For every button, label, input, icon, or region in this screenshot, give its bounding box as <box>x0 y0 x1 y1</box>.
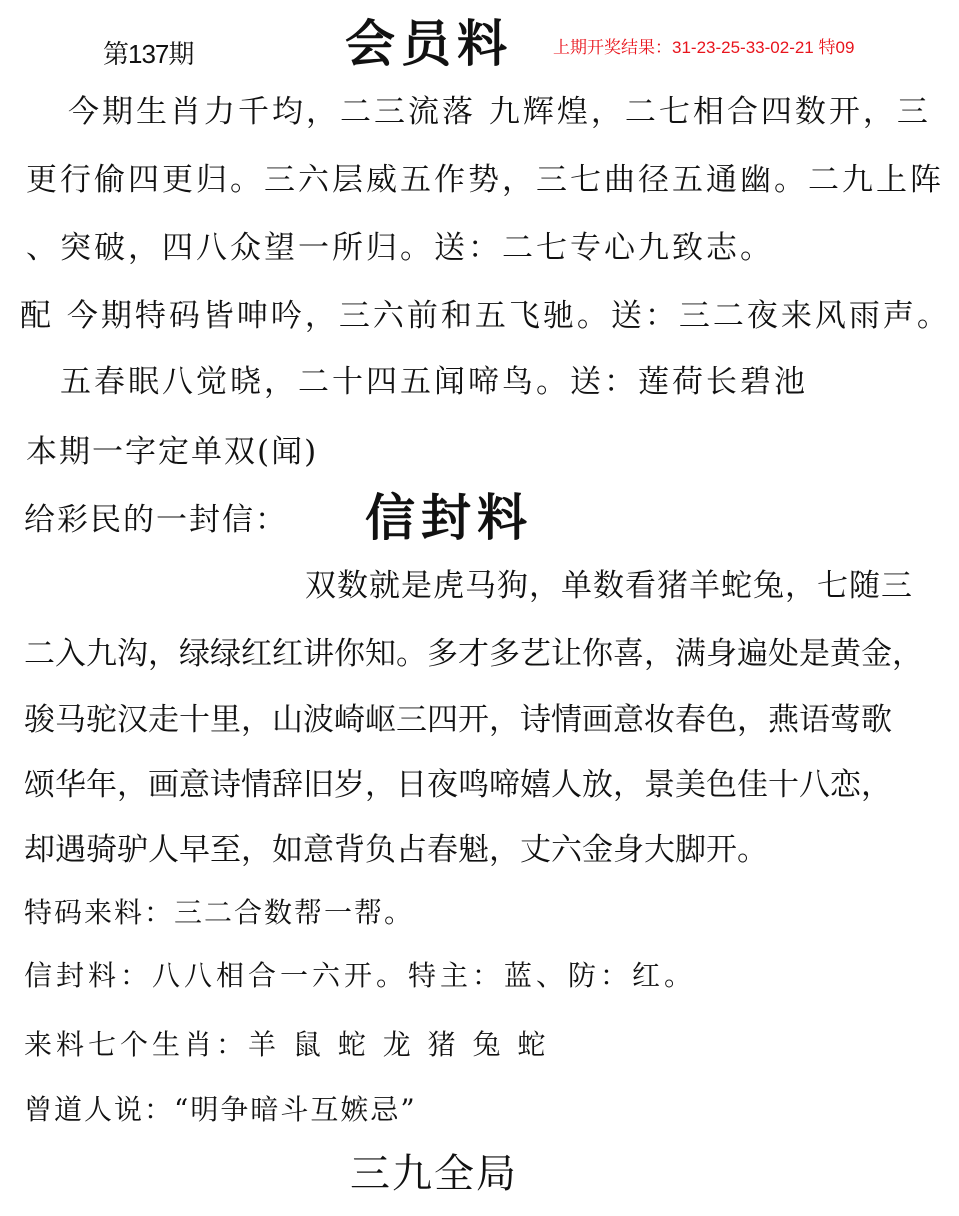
last-draw-result: 上期开奖结果：31-23-25-33-02-21 特09 <box>553 38 855 57</box>
letter-line: 二入九沟，绿绿红红讲你知。多才多艺让你喜，满身遍处是黄金， <box>24 636 923 672</box>
quote-note: 曾道人说：“明争暗斗互嫉忌” <box>24 1093 417 1126</box>
member-line: 、突破，四八众望一所归。送：二七专心九致志。 <box>26 230 774 266</box>
envelope-note: 信封料：八八相合一六开。特主：蓝、防：红。 <box>24 959 697 992</box>
letter-intro: 给彩民的一封信： <box>24 502 288 538</box>
member-line: 更行偷四更归。三六层威五作势，三七曲径五通幽。二九上阵 <box>26 162 944 198</box>
letter-line: 却遇骑驴人早至，如意背负占春魁，丈六金身大脚开。 <box>24 832 768 868</box>
single-double-line: 本期一字定单双(闻) <box>26 434 319 470</box>
letter-line: 颂华年，画意诗情辞旧岁，日夜鸣啼嬉人放，景美色佳十八恋， <box>24 767 892 803</box>
issue-number: 第137期 <box>103 39 194 69</box>
letter-line: 骏马驼汉走十里，山波崎岖三四开，诗情画意妆春色，燕语莺歌 <box>24 702 892 738</box>
letter-line: 双数就是虎马狗，单数看猪羊蛇兔，七随三 <box>305 568 913 604</box>
zodiac-note: 来料七个生肖：羊 鼠 蛇 龙 猪 兔 蛇 <box>24 1028 550 1061</box>
member-line: 五春眠八觉晓，二十四五闻啼鸟。送：莲荷长碧池 <box>60 364 808 400</box>
page-title: 会员料 <box>345 14 513 73</box>
footer-title: 三九全局 <box>350 1151 518 1197</box>
member-line: 配 今期特码皆呻吟，三六前和五飞驰。送：三二夜来风雨声。 <box>20 298 951 334</box>
special-code-note: 特码来料：三二合数帮一帮。 <box>24 896 415 929</box>
letter-title: 信封料 <box>365 488 533 547</box>
member-line: 今期生肖力千均，二三流落 九辉煌，二七相合四数开，三 <box>68 94 931 130</box>
